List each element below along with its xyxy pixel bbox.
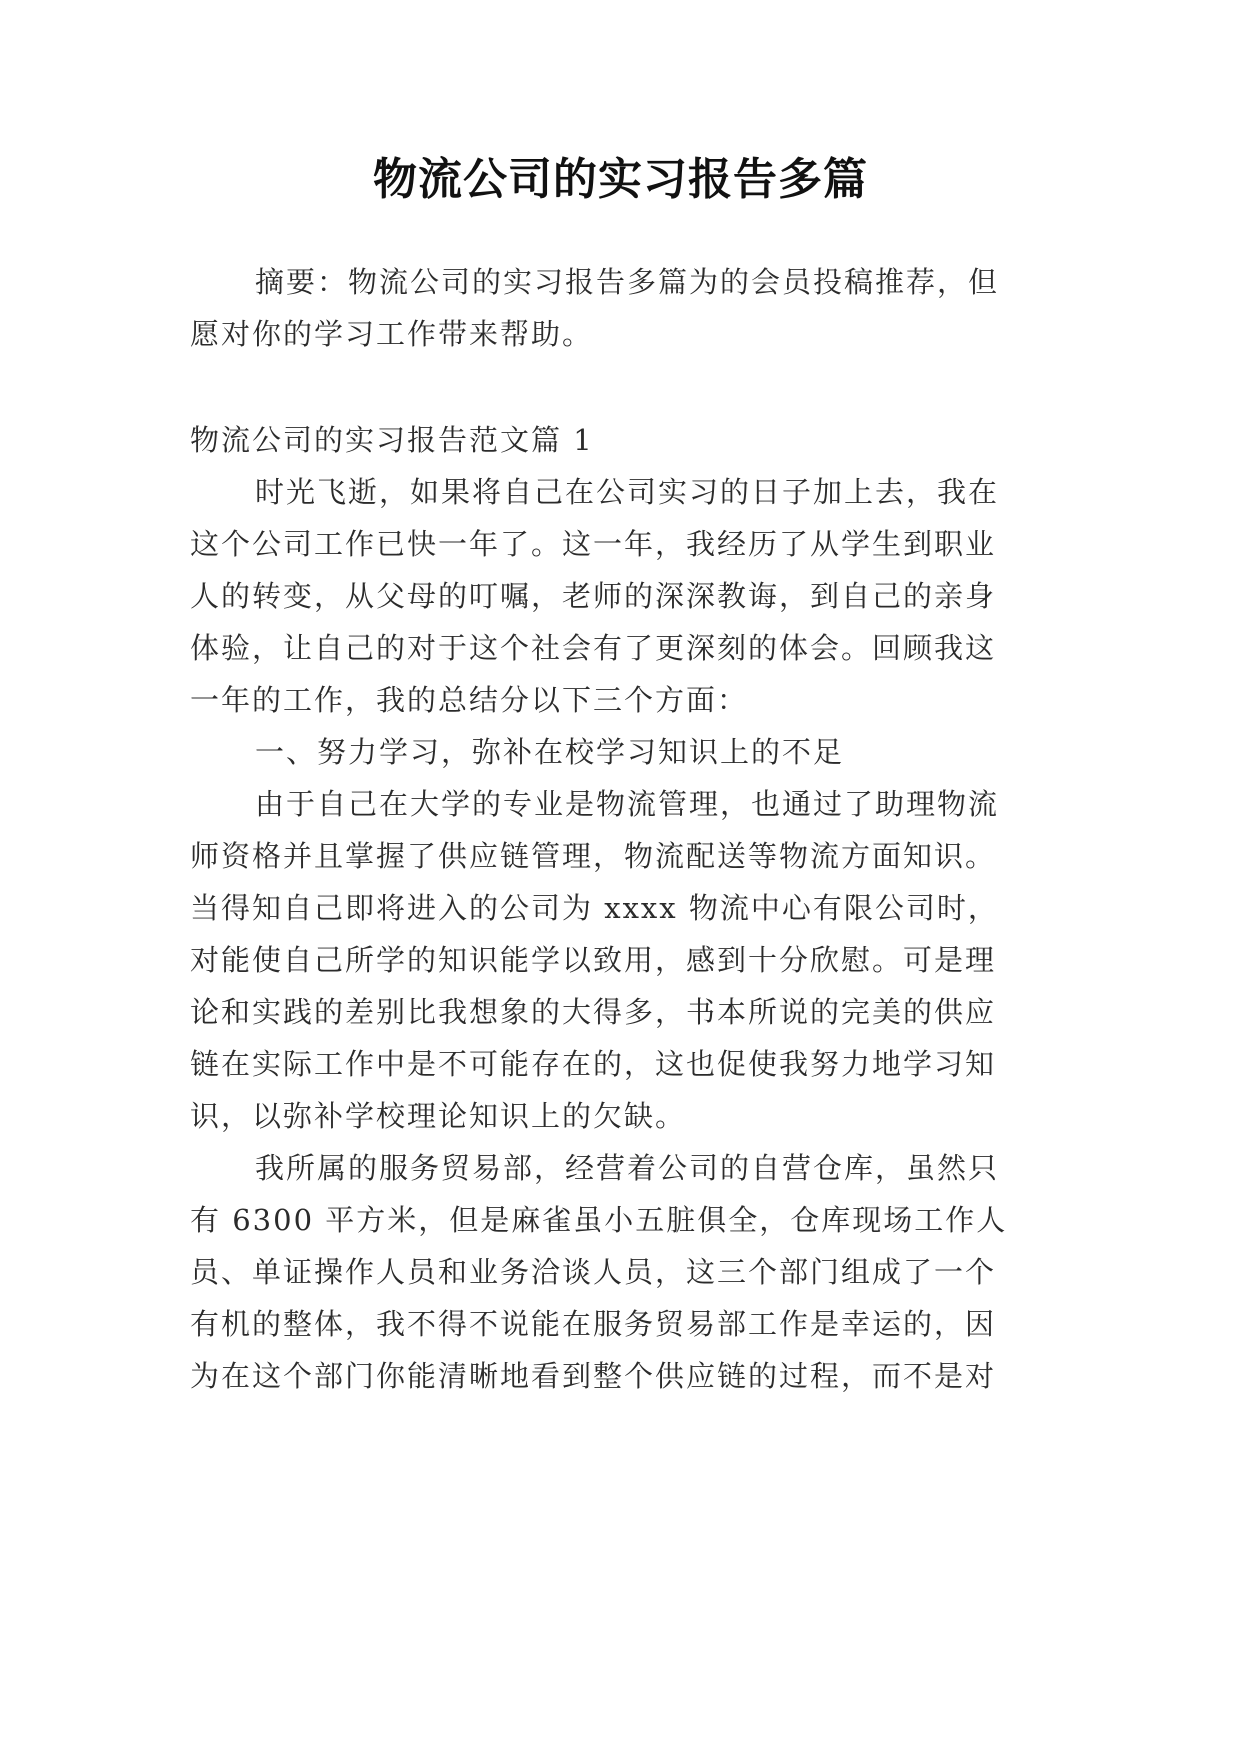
body-line: 有机的整体，我不得不说能在服务贸易部工作是幸运的，因 [190,1307,997,1341]
body-line: 为在这个部门你能清晰地看到整个供应链的过程，而不是对 [190,1359,997,1393]
body-line: 人的转变，从父母的叮嘱，老师的深深教诲，到自己的亲身 [190,579,997,613]
body-line: 体验，让自己的对于这个社会有了更深刻的体会。回顾我这 [190,631,997,665]
body-line: 这个公司工作已快一年了。这一年，我经历了从学生到职业 [190,527,997,561]
abstract-line: 摘要：物流公司的实习报告多篇为的会员投稿推荐，但 [255,265,1000,299]
document-title: 物流公司的实习报告多篇 [373,154,868,205]
body-line: 由于自己在大学的专业是物流管理，也通过了助理物流 [255,787,1000,821]
body-line: 识，以弥补学校理论知识上的欠缺。 [190,1099,687,1133]
subheading-line: 一、努力学习，弥补在校学习知识上的不足 [255,735,845,769]
body-line: 有 6300 平方米，但是麻雀虽小五脏俱全，仓库现场工作人 [190,1203,1008,1237]
body-line: 链在实际工作中是不可能存在的，这也促使我努力地学习知 [190,1047,997,1081]
abstract-line: 愿对你的学习工作带来帮助。 [190,317,594,351]
body-line: 当得知自己即将进入的公司为 xxxx 物流中心有限公司时， [190,891,999,925]
body-line: 一年的工作，我的总结分以下三个方面： [190,683,749,717]
body-line: 对能使自己所学的知识能学以致用，感到十分欣慰。可是理 [190,943,997,977]
body-line: 论和实践的差别比我想象的大得多，书本所说的完美的供应 [190,995,997,1029]
body-line: 时光飞逝，如果将自己在公司实习的日子加上去，我在 [255,475,1000,509]
body-line: 师资格并且掌握了供应链管理，物流配送等物流方面知识。 [190,839,997,873]
body-line: 员、单证操作人员和业务洽谈人员，这三个部门组成了一个 [190,1255,997,1289]
body-line: 我所属的服务贸易部，经营着公司的自营仓库，虽然只 [255,1151,1000,1185]
section-heading: 物流公司的实习报告范文篇 1 [190,423,594,457]
